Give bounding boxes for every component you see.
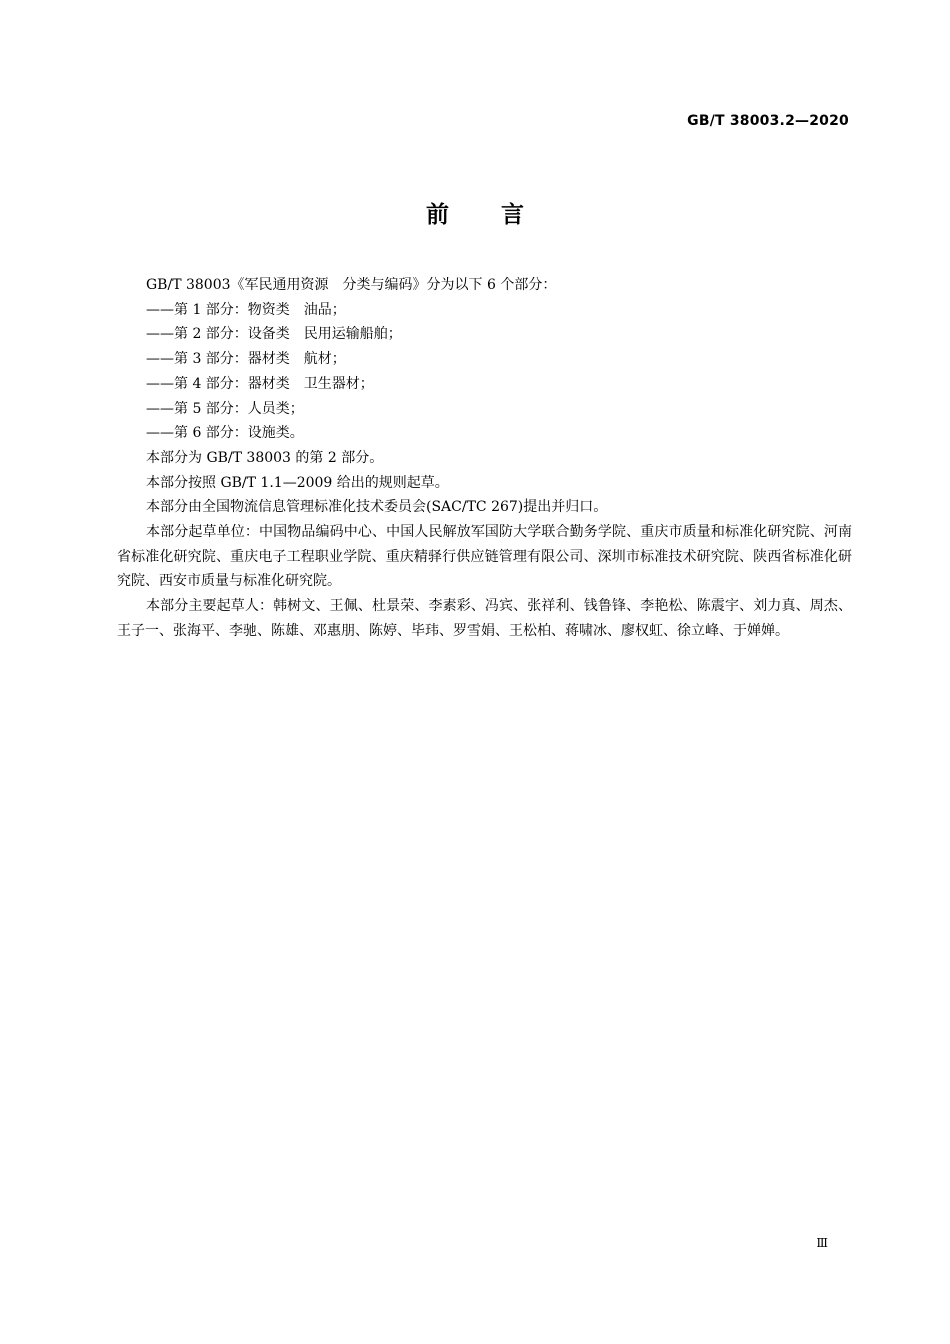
drafting-rules-paragraph: 本部分按照 GB/T 1.1—2009 给出的规则起草。 bbox=[146, 474, 449, 491]
proposed-by-paragraph: 本部分由全国物流信息管理标准化技术委员会(SAC/TC 267)提出并归口。 bbox=[146, 499, 608, 516]
intro-paragraph: GB/T 38003《军民通用资源 分类与编码》分为以下 6 个部分： bbox=[146, 277, 557, 293]
this-part-paragraph: 本部分为 GB/T 38003 的第 2 部分。 bbox=[146, 449, 384, 466]
part-list-item: ——第 2 部分：设备类 民用运输船舶； bbox=[146, 326, 402, 343]
page-number: Ⅲ bbox=[816, 1236, 828, 1250]
page-title bbox=[0, 196, 950, 229]
standard-number: GB/T 38003.2—2020 bbox=[687, 113, 849, 129]
foreword-body bbox=[117, 273, 852, 644]
drafters-paragraph: 本部分主要起草人：韩树文、王佩、杜景荣、李素彩、冯宾、张祥利、钱鲁锋、李艳松、陈震宇、刘力真、周杰、王子一、张海平、李驰、陈雄、邓惠朋、陈婷、毕玮、罗雪娟、王松柏、蒋啸冰、廖权虹、徐立峰、于婵婵。 bbox=[117, 598, 852, 639]
drafting-units-paragraph: 本部分起草单位：中国物品编码中心、中国人民解放军国防大学联合勤务学院、重庆市质量和标准化研究院、河南省标准化研究院、重庆电子工程职业学院、重庆精驿行供应链管理有限公司、深圳市标准技术研究院、陕西省标准化研究院、西安市质量与标准化研究院。 bbox=[117, 524, 852, 590]
part-list-item: ——第 3 部分：器材类 航材； bbox=[146, 351, 346, 368]
part-list-item: ——第 6 部分：设施类。 bbox=[146, 425, 304, 442]
part-list-item: ——第 5 部分：人员类； bbox=[146, 400, 304, 417]
title-char-2: 言 bbox=[501, 202, 524, 228]
title-char-1: 前 bbox=[426, 202, 449, 228]
part-list-item: ——第 4 部分：器材类 卫生器材； bbox=[146, 375, 374, 392]
part-list-item: ——第 1 部分：物资类 油品； bbox=[146, 301, 346, 318]
